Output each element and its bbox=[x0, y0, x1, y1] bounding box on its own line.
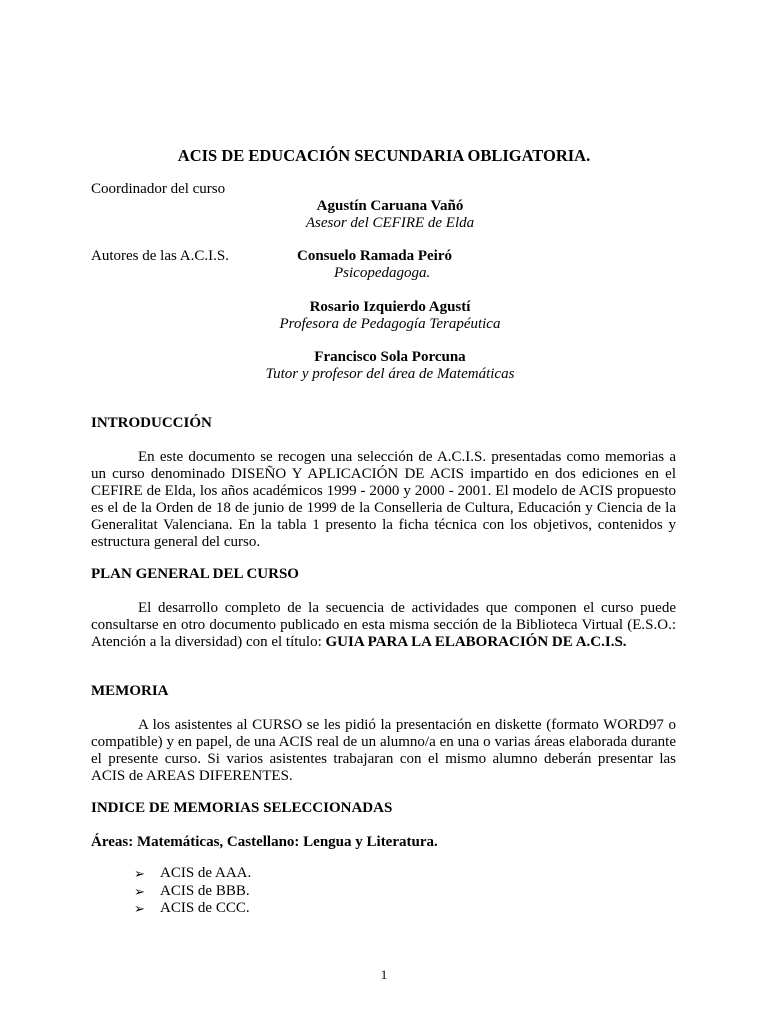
indice-heading: INDICE DE MEMORIAS SELECCIONADAS bbox=[91, 800, 393, 816]
memorias-list bbox=[134, 865, 251, 918]
author-name: Rosario Izquierdo Agustí bbox=[309, 299, 471, 315]
author-name: Francisco Sola Porcuna bbox=[314, 349, 466, 365]
memoria-paragraph bbox=[91, 717, 676, 785]
plan-text: El desarrollo completo de la secuencia de actividades que componen el curso puede consultarse en otro documento publicado en esta misma sección de la Biblioteca Virtual (E.S.O.: Atención a la diversidad) con el título: bbox=[91, 600, 676, 650]
intro-text: En este documento se recogen una selección de A.C.I.S. presentadas como memorias a un curso denominado DISEÑO Y APLICACIÓN DE ACIS impartido en dos ediciones en el CEFIRE de Elda, los años académicos 1999 - 2000 y 2000 - 2001. El modelo de ACIS propuesto es el de la Orden de 18 de junio de 1999 de la Conselleria de Cultura, Educación y Ciencia de la Generalitat Valenciana. En la tabla 1 presento la ficha técnica con los objetivos, contenidos y estructura general del curso. bbox=[91, 449, 676, 550]
authors-label: Autores de las A.C.I.S. bbox=[91, 248, 229, 264]
list-item bbox=[134, 865, 251, 883]
memoria-text: A los asistentes al CURSO se les pidió la presentación en diskette (formato WORD97 o compatible) y en papel, de una ACIS real de un alumno/a en una o varias áreas elaborada durante el presente curso. Si varios asistentes trabajaran con el mismo alumno deberán presentar las ACIS de AREAS DIFERENTES. bbox=[91, 717, 676, 784]
page-number: 1 bbox=[380, 967, 388, 982]
areas-line: Áreas: Matemáticas, Castellano: Lengua y Literatura. bbox=[91, 834, 438, 850]
coordinator-name: Agustín Caruana Vañó bbox=[316, 198, 464, 214]
author-role: Psicopedagoga. bbox=[334, 265, 431, 281]
list-item-label: ACIS de CCC. bbox=[160, 900, 250, 917]
plan-bold-title: GUIA PARA LA ELABORACIÓN DE A.C.I.S. bbox=[325, 634, 627, 650]
coordinator-role: Asesor del CEFIRE de Elda bbox=[305, 215, 475, 231]
author-role: Tutor y profesor del área de Matemáticas bbox=[265, 366, 515, 382]
author-role: Profesora de Pedagogía Terapéutica bbox=[279, 316, 501, 332]
arrow-bullet-icon: ➢ bbox=[134, 901, 145, 917]
list-item bbox=[134, 883, 251, 901]
list-item bbox=[134, 900, 251, 918]
intro-heading: INTRODUCCIÓN bbox=[91, 415, 212, 431]
arrow-bullet-icon: ➢ bbox=[134, 866, 145, 882]
arrow-bullet-icon: ➢ bbox=[134, 883, 145, 899]
plan-heading: PLAN GENERAL DEL CURSO bbox=[91, 566, 299, 582]
memoria-heading: MEMORIA bbox=[91, 683, 169, 699]
intro-paragraph bbox=[91, 449, 676, 551]
document-title: ACIS DE EDUCACIÓN SECUNDARIA OBLIGATORIA. bbox=[177, 146, 591, 165]
coordinator-label: Coordinador del curso bbox=[91, 181, 226, 197]
plan-paragraph bbox=[91, 600, 676, 651]
author-name: Consuelo Ramada Peiró bbox=[297, 248, 452, 264]
list-item-label: ACIS de AAA. bbox=[160, 865, 252, 882]
list-item-label: ACIS de BBB. bbox=[160, 882, 250, 899]
